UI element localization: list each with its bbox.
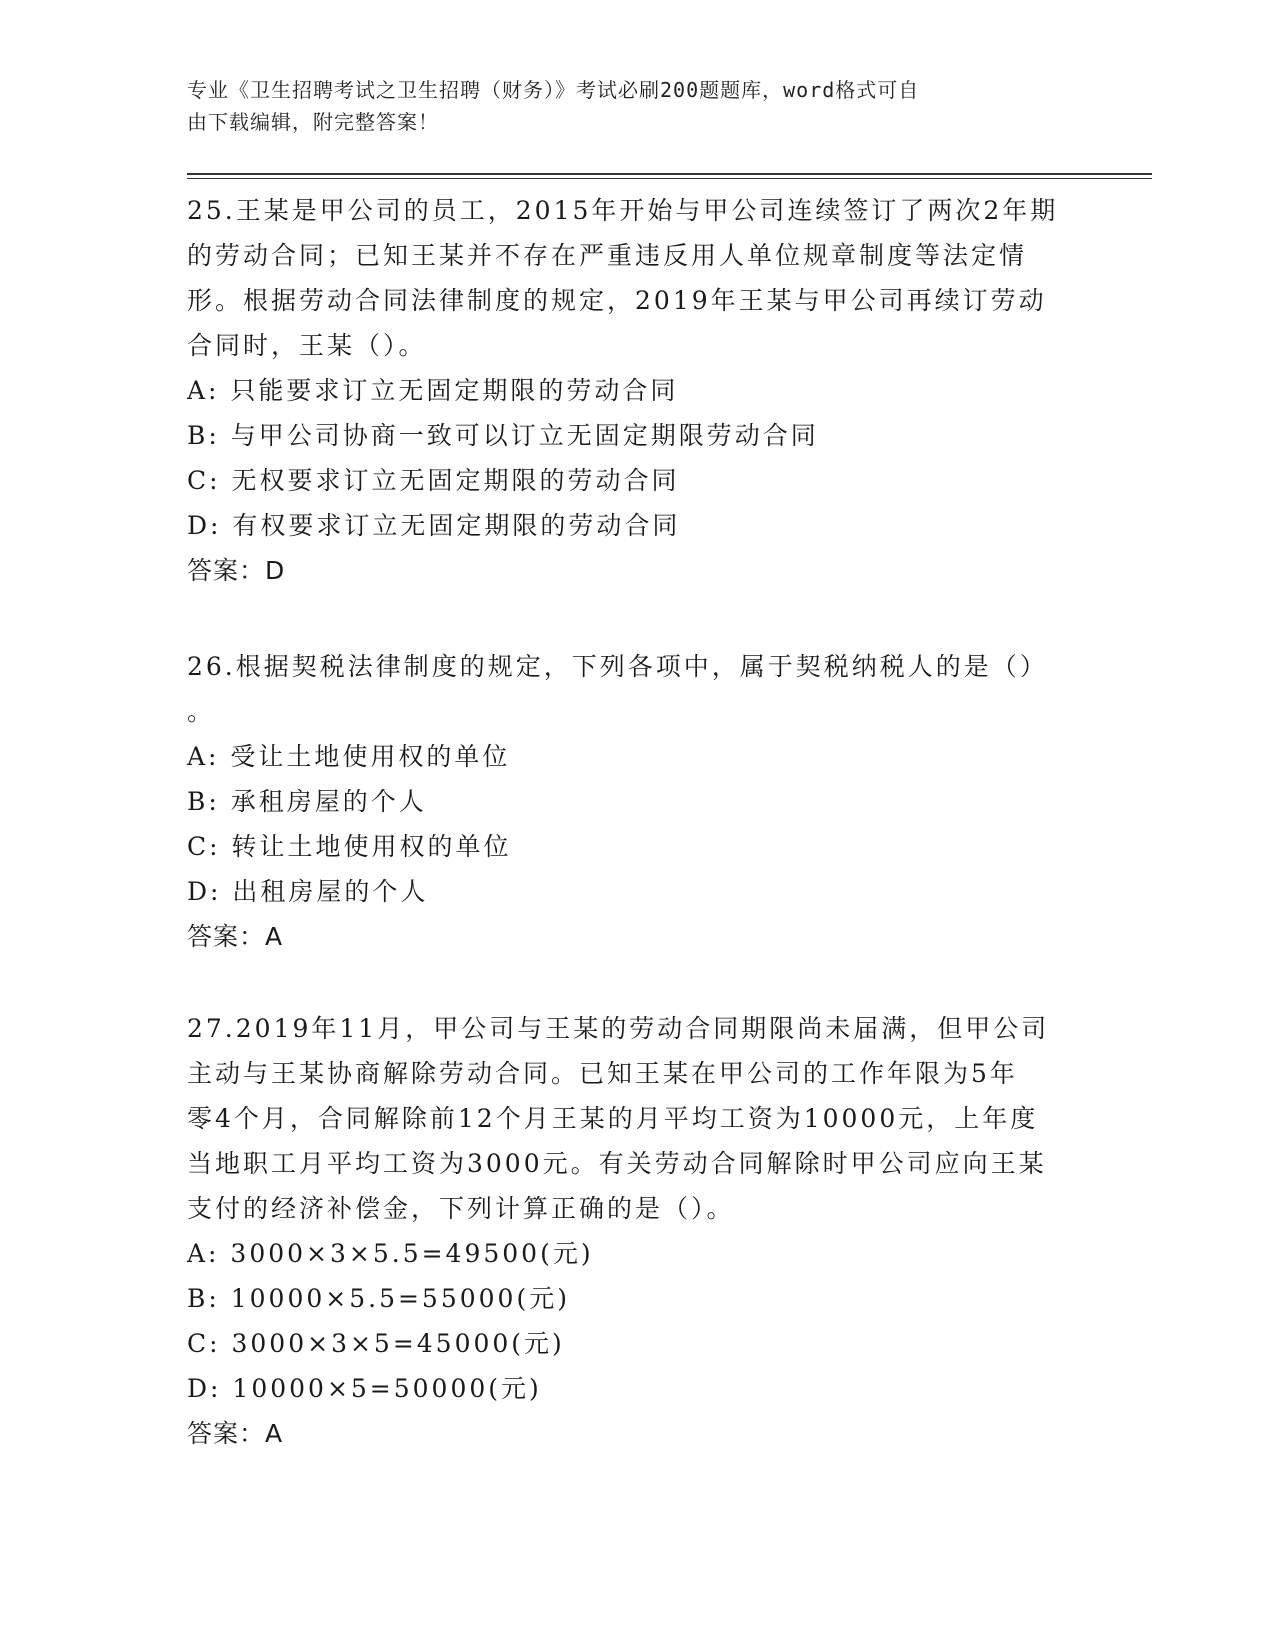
option-b: B: 与甲公司协商一致可以订立无固定期限劳动合同 — [187, 421, 819, 450]
option-d: D: 有权要求订立无固定期限的劳动合同 — [187, 511, 681, 540]
header-line-2: 由下载编辑，附完整答案！ — [187, 110, 439, 134]
document-header — [187, 74, 1067, 138]
answer: 答案：A — [187, 922, 284, 951]
answer: 答案：D — [187, 556, 286, 585]
question-27 — [187, 1006, 1087, 1456]
header-line-1: 专业《卫生招聘考试之卫生招聘（财务）》考试必刷200题题库，word格式可自 — [187, 78, 920, 102]
question-stem: 26.根据契税法律制度的规定，下列各项中，属于契税纳税人的是（） 。 — [187, 652, 1048, 726]
option-c: C: 转让土地使用权的单位 — [187, 832, 512, 861]
question-25 — [187, 188, 1087, 593]
question-stem: 27.2019年11月，甲公司与王某的劳动合同期限尚未届满，但甲公司 主动与王某协商解除劳动合同。已知王某在甲公司的工作年限为5年 零4个月，合同解除前12个月王某的月平均工资为10000元，上年度 当地职工月平均工资为3000元。有关劳动合同解除时甲公司应向王某 支付的经济补偿金，下列计算正确的是（）。 — [187, 1014, 1050, 1223]
option-c: C: 无权要求订立无固定期限的劳动合同 — [187, 466, 680, 495]
option-b: B: 10000×5.5=55000(元) — [187, 1284, 570, 1313]
header-divider-thin — [187, 178, 1152, 179]
option-d: D: 10000×5=50000(元) — [187, 1374, 542, 1403]
option-b: B: 承租房屋的个人 — [187, 787, 427, 816]
option-a: A: 3000×3×5.5=49500(元) — [187, 1239, 594, 1268]
option-a: A: 受让土地使用权的单位 — [187, 742, 511, 771]
option-c: C: 3000×3×5=45000(元) — [187, 1329, 565, 1358]
option-d: D: 出租房屋的个人 — [187, 877, 429, 906]
option-a: A: 只能要求订立无固定期限的劳动合同 — [187, 376, 679, 405]
answer: 答案：A — [187, 1419, 284, 1448]
header-divider-thick — [187, 173, 1152, 175]
question-26 — [187, 644, 1087, 959]
question-stem: 25.王某是甲公司的员工，2015年开始与甲公司连续签订了两次2年期 的劳动合同；已知王某并不存在严重违反用人单位规章制度等法定情 形。根据劳动合同法律制度的规定，2019年王某与甲公司再续订劳动 合同时，王某（）。 — [187, 196, 1059, 360]
